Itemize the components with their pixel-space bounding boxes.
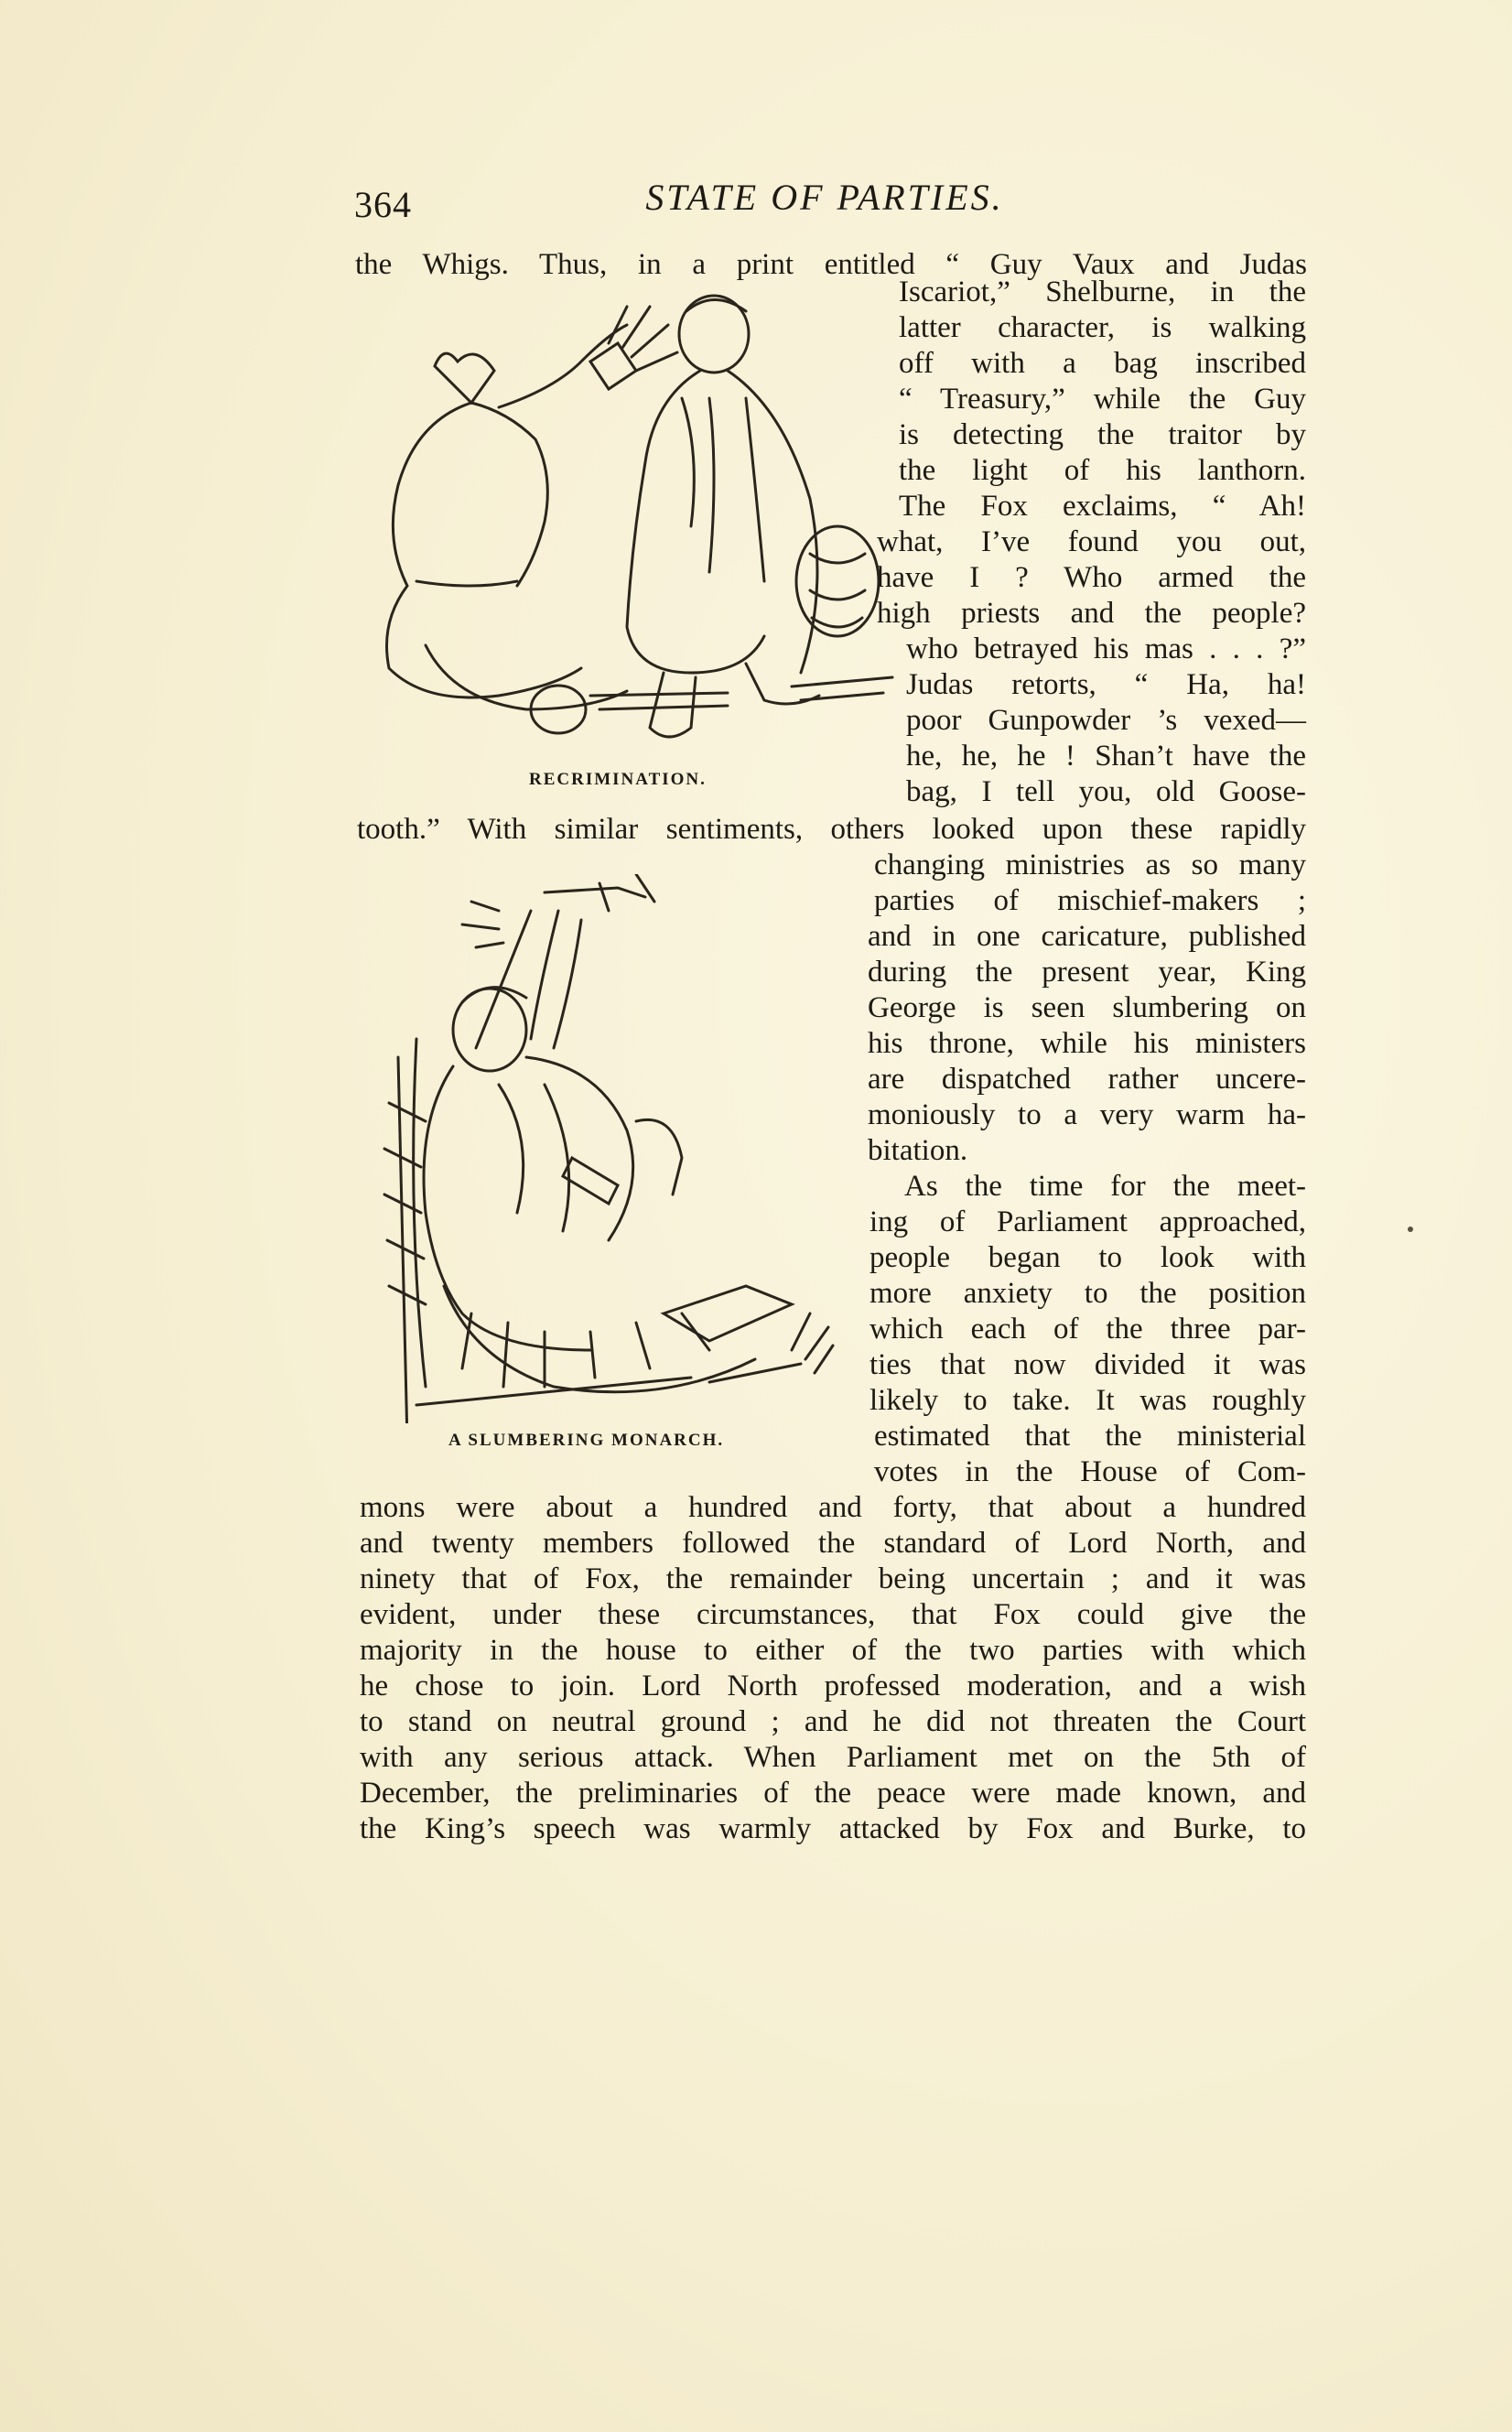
text-line: ing of Parliament approached, (869, 1205, 1306, 1238)
text-line: majority in the house to either of the two parties with which (360, 1634, 1306, 1667)
text-line: he chose to join. Lord North professed moderation, and a wish (360, 1670, 1306, 1702)
text-line: latter character, is walking (899, 311, 1306, 344)
text-line: bitation. (868, 1134, 968, 1167)
text-line: Judas retorts, “ Ha, ha! (906, 668, 1306, 701)
slumbering-monarch-caption: A SLUMBERING MONARCH. (448, 1431, 725, 1450)
text-line: who betrayed his mas . . . ?” (906, 632, 1306, 665)
text-line: have I ? Who armed the (877, 561, 1306, 594)
text-line: he, he, he ! Shan’t have the (906, 740, 1306, 773)
text-line: the light of his lanthorn. (899, 454, 1306, 487)
text-line: changing ministries as so many (874, 848, 1306, 881)
recrimination-illustration (362, 279, 902, 764)
text-line: George is seen slumbering on (868, 991, 1306, 1024)
text-line: mons were about a hundred and forty, that about a hundred (360, 1491, 1306, 1524)
text-line: bag, I tell you, old Goose- (906, 775, 1306, 808)
text-line: December, the preliminaries of the peace were made known, and (360, 1777, 1306, 1810)
text-line: his throne, while his ministers (868, 1027, 1306, 1060)
text-line: is detecting the traitor by (899, 418, 1306, 451)
text-line: the King’s speech was warmly attacked by Fox and Burke, to (360, 1812, 1306, 1845)
ink-speck (1408, 1227, 1413, 1232)
text-line: As the time for the meet- (904, 1170, 1306, 1203)
text-line: poor Gunpowder ’s vexed— (906, 704, 1306, 737)
text-line: people began to look with (869, 1241, 1306, 1274)
text-line: tooth.” With similar sentiments, others looked upon these rapidly (357, 813, 1306, 846)
text-line: ties that now divided it was (869, 1348, 1306, 1381)
text-line: off with a bag inscribed (899, 347, 1306, 380)
page-number: 364 (354, 184, 412, 225)
text-line: which each of the three par- (869, 1313, 1306, 1346)
text-line: “ Treasury,” while the Guy (899, 383, 1306, 416)
text-line: estimated that the ministerial (874, 1420, 1306, 1453)
text-line: are dispatched rather uncere- (868, 1063, 1306, 1096)
text-line: parties of mischief-makers ; (874, 884, 1306, 917)
slumbering-monarch-illustration (362, 874, 856, 1423)
text-line: and twenty members followed the standard of Lord North, and (360, 1527, 1306, 1560)
text-line: to stand on neutral ground ; and he did not threaten the Court (360, 1705, 1306, 1738)
text-line: Iscariot,” Shelburne, in the (899, 276, 1306, 308)
text-line: the Whigs. Thus, in a print entitled “ Guy Vaux and Judas (355, 248, 1307, 281)
text-line: high priests and the people? (877, 597, 1306, 630)
text-line: votes in the House of Com- (874, 1455, 1306, 1488)
text-line: ninety that of Fox, the remainder being uncertain ; and it was (360, 1562, 1306, 1595)
text-line: moniously to a very warm ha- (868, 1098, 1306, 1131)
text-line: more anxiety to the position (869, 1277, 1306, 1310)
text-line: and in one caricature, published (868, 920, 1306, 953)
text-line: evident, under these circumstances, that Fox could give the (360, 1598, 1306, 1631)
text-line: with any serious attack. When Parliament met on the 5th of (360, 1741, 1306, 1774)
text-line: what, I’ve found you out, (877, 525, 1306, 558)
recrimination-caption: RECRIMINATION. (529, 770, 707, 789)
text-line: likely to take. It was roughly (869, 1384, 1306, 1417)
running-title: STATE OF PARTIES. (645, 177, 1004, 218)
text-line: The Fox exclaims, “ Ah! (899, 490, 1306, 523)
text-line: during the present year, King (868, 956, 1306, 989)
